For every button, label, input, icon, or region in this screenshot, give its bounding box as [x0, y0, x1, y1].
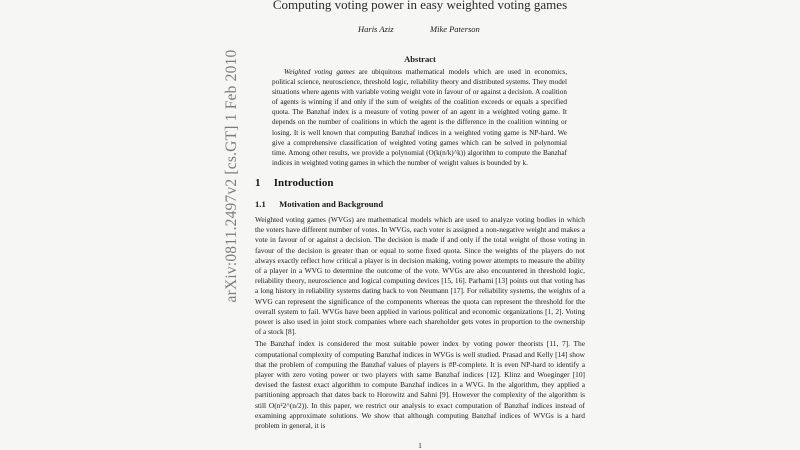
subsection-number: 1.1: [255, 199, 266, 209]
body-paragraph: Weighted voting games (WVGs) are mathematical models which are used to analyze voting bodies in which the voters have different number of votes. In WVGs, each voter is assigned a non-negative weight and makes a vote in favour of or against a decision. The decision is made if and only if the total weight of those voting in favour of the decision is greater than or equal to some fixed quota. Since the weights of the players do not always exactly reflect how critical a player is in decision making, voting power attempts to measure the ability of a player in a WVG to determine the outcome of the vote. WVGs are also encountered in threshold logic, reliability theory, neuroscience and logical computing devices [15, 16]. Parhami [13] points out that voting has a long history in reliability systems dating back to von Neumann [17]. For reliability systems, the weights of a WVG can represent the significance of the components whereas the quota can represent the threshold for the overall system to fail. WVGs have been applied in various political and economic organizations [1, 2]. Voting power is also used in joint stock companies where each shareholder gets votes in proportion to the ownership of a stock [8].: [255, 215, 585, 337]
page-number: 1: [418, 441, 422, 450]
paper-title: Computing voting power in easy weighted voting games: [272, 0, 568, 12]
body-paragraph: The Banzhaf index is considered the most suitable power index by voting power theorists [11, 7]. The computational complexity of computing Banzhaf indices in WVGs is well studied. Prasad and Kelly [14] show that the problem of computing the Banzhaf values of players is #P-complete. It is even NP-hard to identify a player with zero voting power or two players with same Banzhaf indices [12]. Klinz and Woeginger [10] devised the fastest exact algorithm to compute Banzhaf indices in a WVG. In the algorithm, they applied a partitioning approach that dates back to Horowitz and Sahni [9]. However the complexity of the algorithm is still O(n²2^(n/2)). In this paper, we restrict our analysis to exact computation of Banzhaf indices instead of examining approximate solutions. We show that although computing Banzhaf indices of WVGs is a hard problem in general, it is: [255, 339, 585, 431]
section-title: Introduction: [273, 177, 334, 189]
abstract-text: [272, 67, 567, 168]
section-heading: [255, 177, 333, 189]
subsection-heading: [255, 199, 383, 209]
author-name: Mike Paterson: [430, 24, 480, 34]
abstract-lead-term: Weighted voting games: [284, 68, 355, 76]
author-name: Haris Aziz: [358, 24, 394, 34]
abstract-body-text: are ubiquitous mathematical models which are used in economics, political science, neuroscience, threshold logic, reliability theory and distributed systems. They model situations where agents with variable voting weight vote in favour of or against a decision. A coalition of agents is winning if and only if the sum of weights of the coalition exceeds or equals a specified quota. The Banzhaf index is a measure of voting power of an agent in a weighted voting game. It depends on the number of coalitions in which the agent is the difference in the coalition winning or losing. It is well known that computing Banzhaf indices in a weighted voting game is NP-hard. We give a comprehensive classification of weighted voting games which can be solved in polynomial time. Among other results, we provide a polynomial (O(k(n/k)^k)) algorithm to compute the Banzhaf indices in weighted voting games in which the number of weight values is bounded by k.: [272, 68, 567, 167]
arxiv-identifier: arXiv:0811.2497v2 [cs.GT] 1 Feb 2010: [223, 49, 240, 303]
abstract-heading: Abstract: [404, 54, 436, 64]
subsection-title: Motivation and Background: [279, 199, 384, 209]
section-number: 1: [255, 177, 261, 189]
body-text: [255, 215, 585, 431]
